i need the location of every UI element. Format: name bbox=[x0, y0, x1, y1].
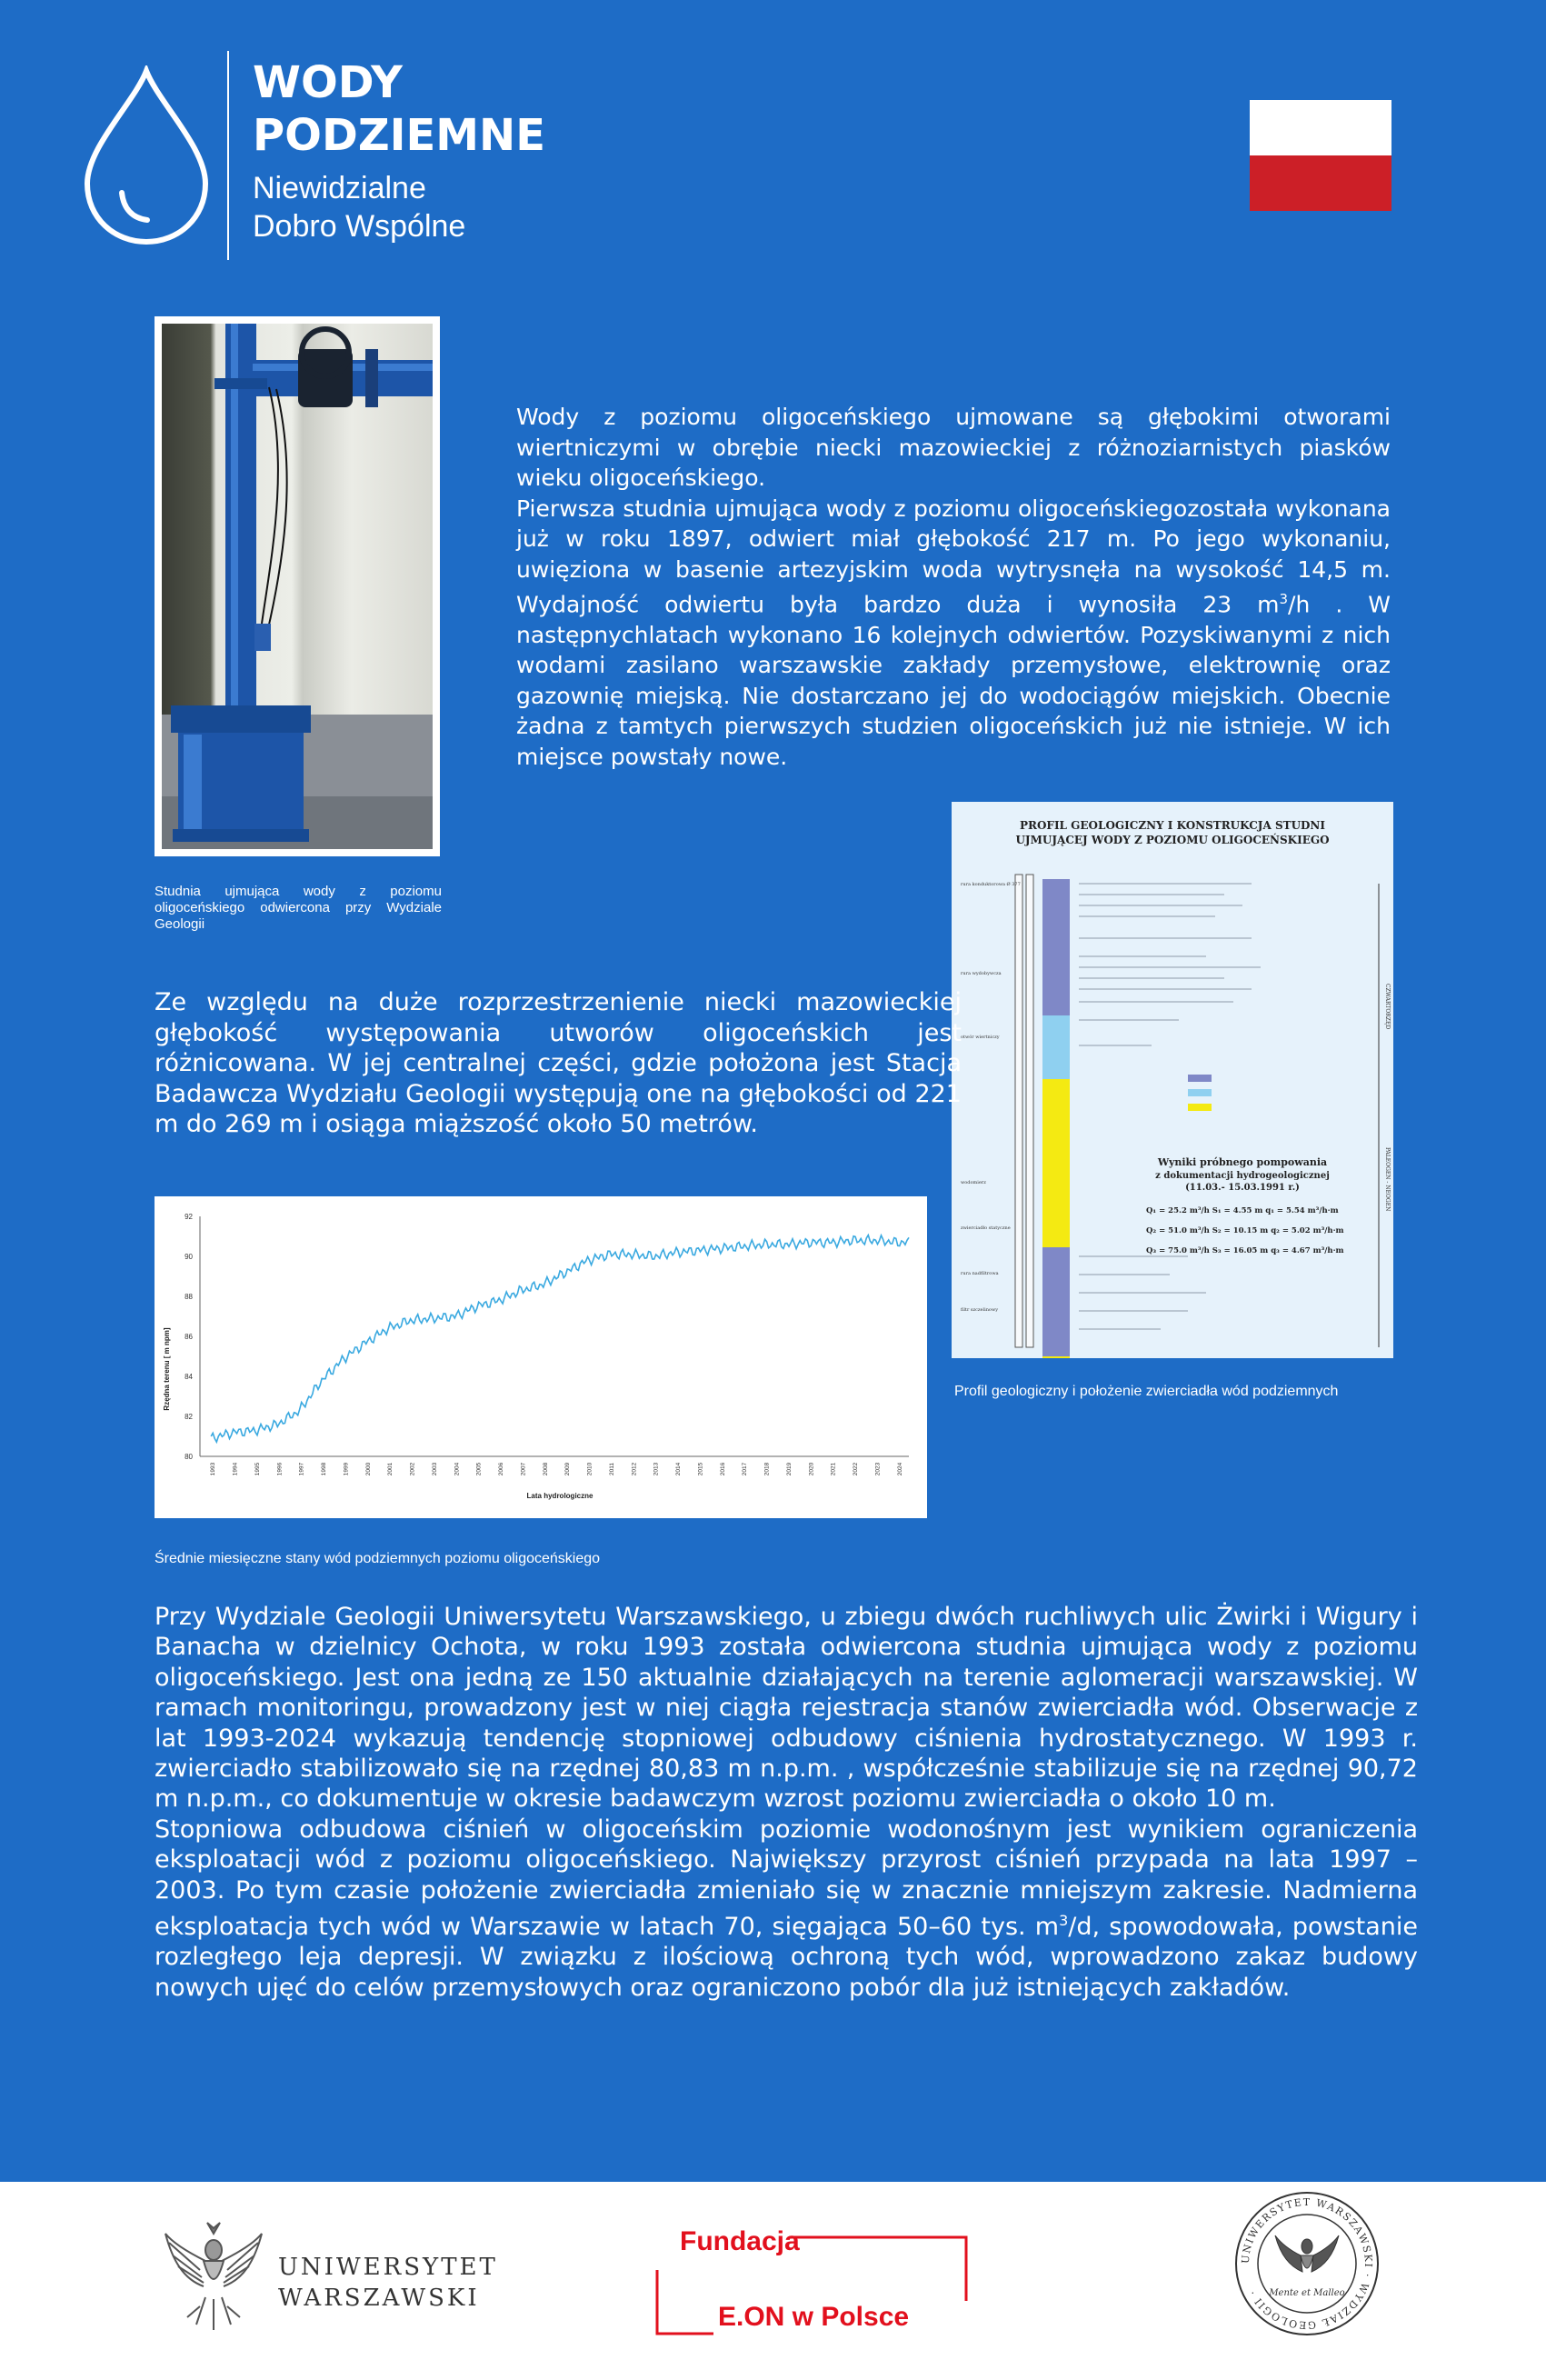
faculty-of-geology-seal-icon bbox=[1233, 2190, 1381, 2337]
flag-white-stripe bbox=[1250, 100, 1391, 155]
profile-casing bbox=[1015, 875, 1022, 1347]
chart-x-tick-label: 2022 bbox=[853, 1462, 860, 1476]
profile-side-label-quaternary: CZWARTORZĘD bbox=[1384, 984, 1391, 1030]
depth-description-text: Ze względu na duże rozprzestrzenienie niecki mazowieckiej głębokość występowania utworów oligoceńskich jest różnicowana. W jej centralnej części, gdzie położona jest Stacja Badawcza Wydziału Geologii występują one na głębokości od 221 m do 269 m i osiąga miąższość około 50 metrów. bbox=[155, 988, 962, 1138]
chart-x-tick-label: 2014 bbox=[675, 1462, 683, 1476]
title-line-2: PODZIEMNE bbox=[253, 110, 546, 161]
intro-paragraph-2-part-a: Pierwsza studnia ujmująca wody z poziomu oligoceńskiegozostała wykonana już w roku 1897, odwiert miał głębokość 217 m. Po jego wykonaniu, uwięziona w basenie artezyjskim woda wytrysnęła na wysokość 14,5 m. Wydajność odwiertu była bardzo duża i wynosiła 23 m bbox=[516, 495, 1391, 618]
profile-title-line-1: PROFIL GEOLOGICZNY I KONSTRUKCJA STUDNI bbox=[1019, 819, 1326, 832]
chart-y-tick-label: 90 bbox=[185, 1253, 193, 1261]
pump-title-1: Wyniki próbnego pompowania bbox=[1157, 1156, 1328, 1168]
chart-x-tick-label: 2010 bbox=[586, 1462, 593, 1476]
profile-column-mid-light bbox=[1042, 1015, 1070, 1079]
intro-paragraph-2 bbox=[516, 494, 1391, 773]
chart-x-tick-label: 1998 bbox=[321, 1462, 328, 1476]
intro-superscript: 3 bbox=[1279, 591, 1289, 607]
chart-x-tick-label: 1997 bbox=[298, 1462, 305, 1476]
chart-x-tick-label: 1994 bbox=[232, 1462, 239, 1476]
svg-text:rura nadfiltrowa: rura nadfiltrowa bbox=[961, 1271, 999, 1276]
intro-paragraph-1: Wody z poziomu oligoceńskiego ujmowane są głębokimi otworami wiertniczymi w obrębie niecki mazowieckiej z różnoziarnistych piasków wieku oligoceńskiego. bbox=[516, 404, 1391, 491]
chart-x-tick-label: 1995 bbox=[254, 1462, 261, 1476]
svg-text:zwierciadło statyczne: zwierciadło statyczne bbox=[961, 1225, 1011, 1231]
polish-flag bbox=[1250, 100, 1391, 211]
svg-text:wodomierz: wodomierz bbox=[961, 1180, 986, 1185]
profile-caption: Profil geologiczny i położenie zwierciadła wód podziemnych bbox=[954, 1384, 1339, 1399]
legend-box-2 bbox=[1188, 1089, 1212, 1096]
chart-y-tick-label: 80 bbox=[185, 1453, 193, 1461]
chart-x-tick-label: 2018 bbox=[763, 1462, 771, 1476]
header-divider bbox=[227, 51, 229, 260]
monitoring-paragraph-2-part-a: Stopniowa odbudowa ciśnień w oligoceńskim poziomie wodonośnym jest wynikiem ograniczenia eksploatacji wód z poziomu oligoceńskiego. Największy przyrost ciśnień przypada na lata 1997 – 2003. Po tym czasie położenie zwierciadła zmieniało się w znacznie mniejszym zakresie. Nadmierna eksploatacja tych wód w Warszawie w latach 70, sięgająca 50–60 tys. m bbox=[155, 1815, 1418, 1942]
photo-caption: Studnia ujmująca wody z poziomu oligoceńskiego odwiercona przy Wydziale Geologii bbox=[155, 884, 442, 932]
legend-box-3 bbox=[1188, 1104, 1212, 1111]
intro-paragraph-2-part-b: /h . W następnychlatach wykonano 16 kolejnych odwiertów. Pozyskiwanymi z nich wodami zasilano warszawskie zakłady przemysłowe, elektrownię oraz gazownię miejską. Nie dostarczano jej do wodociągów miejskich. Obecnie żadna z tamtych pierwszych studzien oligoceńskich już nie istnieje. W ich miejsce powstały nowe. bbox=[516, 591, 1391, 770]
seal-motto: Mente et Malleo bbox=[1269, 2288, 1345, 2298]
title-line-1: WODY bbox=[253, 57, 403, 108]
monitoring-paragraph-2-part-b: /d, spowodowała, powstanie rozległego leja depresji. W związku z ilościową ochroną tych wód, wprowadzono zakaz budowy nowych ujęć do celów przemysłowych oraz ograniczono pobór dla już istniejących zakładów. bbox=[155, 1913, 1419, 2002]
legend-box-1 bbox=[1188, 1075, 1212, 1082]
chart-x-tick-label: 2012 bbox=[631, 1462, 638, 1476]
eon-foundation-label: Fundacja bbox=[680, 2226, 800, 2256]
chart-x-tick-label: 2004 bbox=[454, 1462, 461, 1476]
university-name bbox=[278, 2252, 498, 2314]
pump-title-2: z dokumentacji hydrogeologicznej bbox=[1155, 1171, 1330, 1181]
flag-red-stripe bbox=[1250, 155, 1391, 211]
chart-x-tick-label: 2020 bbox=[808, 1462, 815, 1476]
chart-x-tick-label: 2001 bbox=[387, 1462, 394, 1476]
chart-x-tick-label: 2023 bbox=[874, 1462, 882, 1476]
monitoring-paragraph-1: Przy Wydziale Geologii Uniwersytetu Warszawskiego, u zbiegu dwóch ruchliwych ulic Żwirki i Wigury i Banacha w dzielnicy Ochota, w roku 1993 została odwiercona studnia ujmująca wody z poziomu oligoceńskiego. Jest ona jedną ze 150 aktualnie działających na terenie aglomeracji warszawskiej. W ramach monitoringu, prowadzony jest w niej ciągła rejestracja stanów zwierciadła wód. Obserwacje z lat 1993-2024 wykazują tendencję stopniowej odbudowy ciśnienia hydrostatycznego. W 1993 r. zwierciadło stabilizowało się na rzędnej 80,83 m n.p.m. , współcześnie stabilizuje się na rzędnej 90,72 m n.p.m., co dokumentuje w okresie badawczym wzrost poziomu zwierciadła o około 10 m. bbox=[155, 1603, 1418, 1814]
subtitle-line-2: Dobro Wspólne bbox=[253, 209, 466, 244]
page-subtitle bbox=[253, 169, 465, 245]
eon-foundation-name: E.ON w Polsce bbox=[718, 2302, 910, 2332]
chart-xlabel: Lata hydrologiczne bbox=[526, 1492, 593, 1500]
chart-x-tick-label: 2007 bbox=[520, 1462, 527, 1476]
chart-x-tick-label: 2017 bbox=[742, 1462, 749, 1476]
pump-title-3: (11.03.- 15.03.1991 r.) bbox=[1185, 1183, 1300, 1193]
intro-text bbox=[516, 402, 1391, 772]
monitoring-text bbox=[155, 1602, 1418, 2003]
chart-y-tick-label: 88 bbox=[185, 1293, 193, 1301]
chart-caption: Średnie miesięczne stany wód podziemnych poziomu oligoceńskiego bbox=[155, 1551, 601, 1566]
groundwater-level-chart bbox=[155, 1196, 927, 1518]
chart-y-tick-label: 84 bbox=[185, 1373, 193, 1381]
chart-y-tick-label: 86 bbox=[185, 1333, 193, 1341]
university-name-line-1: UNIWERSYTET bbox=[278, 2254, 498, 2281]
chart-x-tick-label: 2015 bbox=[697, 1462, 704, 1476]
monitoring-superscript: 3 bbox=[1059, 1912, 1069, 1930]
profile-title-line-2: UJMUJĄCEJ WODY Z POZIOMU OLIGOCEŃSKIEGO bbox=[1015, 834, 1330, 846]
chart-x-tick-label: 2019 bbox=[785, 1462, 793, 1476]
chart-x-tick-label: 2021 bbox=[830, 1462, 837, 1476]
page-title bbox=[253, 56, 545, 162]
profile-column-top bbox=[1042, 879, 1070, 1015]
chart-x-tick-label: 2016 bbox=[719, 1462, 726, 1476]
geological-profile-figure bbox=[952, 802, 1393, 1358]
well-photo bbox=[155, 316, 440, 856]
chart-x-tick-label: 2003 bbox=[431, 1462, 438, 1476]
university-eagle-emblem-icon bbox=[160, 2215, 267, 2343]
profile-casing-2 bbox=[1026, 875, 1033, 1347]
pump-row-3: Q₃ = 75.0 m³/h S₃ = 16.05 m q₃ = 4.67 m³/h·m bbox=[1146, 1246, 1344, 1255]
chart-x-tick-label: 1993 bbox=[210, 1462, 217, 1476]
chart-x-tick-label: 2011 bbox=[608, 1463, 615, 1475]
svg-text:otwór wiertniczy: otwór wiertniczy bbox=[961, 1035, 1000, 1040]
chart-y-tick-label: 92 bbox=[185, 1213, 193, 1221]
chart-x-tick-label: 1999 bbox=[343, 1462, 350, 1476]
chart-x-tick-label: 1996 bbox=[276, 1462, 284, 1476]
monitoring-paragraph-2 bbox=[155, 1815, 1418, 2003]
well-photo-image bbox=[162, 324, 433, 849]
subtitle-line-1: Niewidzialne bbox=[253, 171, 426, 205]
water-drop-logo-icon bbox=[80, 65, 213, 247]
pump-row-2: Q₂ = 51.0 m³/h S₂ = 10.15 m q₂ = 5.02 m³/h·m bbox=[1146, 1226, 1344, 1235]
chart-x-tick-label: 2005 bbox=[475, 1462, 483, 1476]
chart-x-tick-label: 2009 bbox=[564, 1462, 572, 1476]
chart-y-tick-label: 82 bbox=[185, 1413, 193, 1421]
chart-x-tick-label: 2008 bbox=[542, 1462, 549, 1476]
svg-text:rura konduktorowa Ø 377: rura konduktorowa Ø 377 bbox=[961, 882, 1021, 887]
chart-x-tick-label: 2002 bbox=[409, 1462, 416, 1476]
pump-row-1: Q₁ = 25.2 m³/h S₁ = 4.55 m q₁ = 5.54 m³/h·m bbox=[1146, 1206, 1339, 1215]
profile-column-lower-yellow bbox=[1042, 1193, 1070, 1247]
seal-ring-text: UNIWERSYTET WARSZAWSKI · WYDZIAŁ GEOLOGII · bbox=[1239, 2195, 1375, 2332]
svg-text:filtr szczelinowy: filtr szczelinowy bbox=[961, 1307, 999, 1313]
chart-x-tick-label: 2006 bbox=[498, 1462, 505, 1476]
chart-x-tick-label: 2000 bbox=[364, 1462, 372, 1476]
chart-x-tick-label: 2024 bbox=[896, 1462, 903, 1476]
svg-text:rura wydobywcza: rura wydobywcza bbox=[961, 971, 1002, 976]
university-name-line-2: WARSZAWSKI bbox=[278, 2285, 480, 2312]
chart-x-tick-label: 2013 bbox=[653, 1462, 660, 1476]
profile-side-label-neogene: PALEOGEN - NEOGEN bbox=[1384, 1147, 1391, 1212]
chart-ylabel: Rzędna terenu [ m npm] bbox=[163, 1327, 171, 1411]
